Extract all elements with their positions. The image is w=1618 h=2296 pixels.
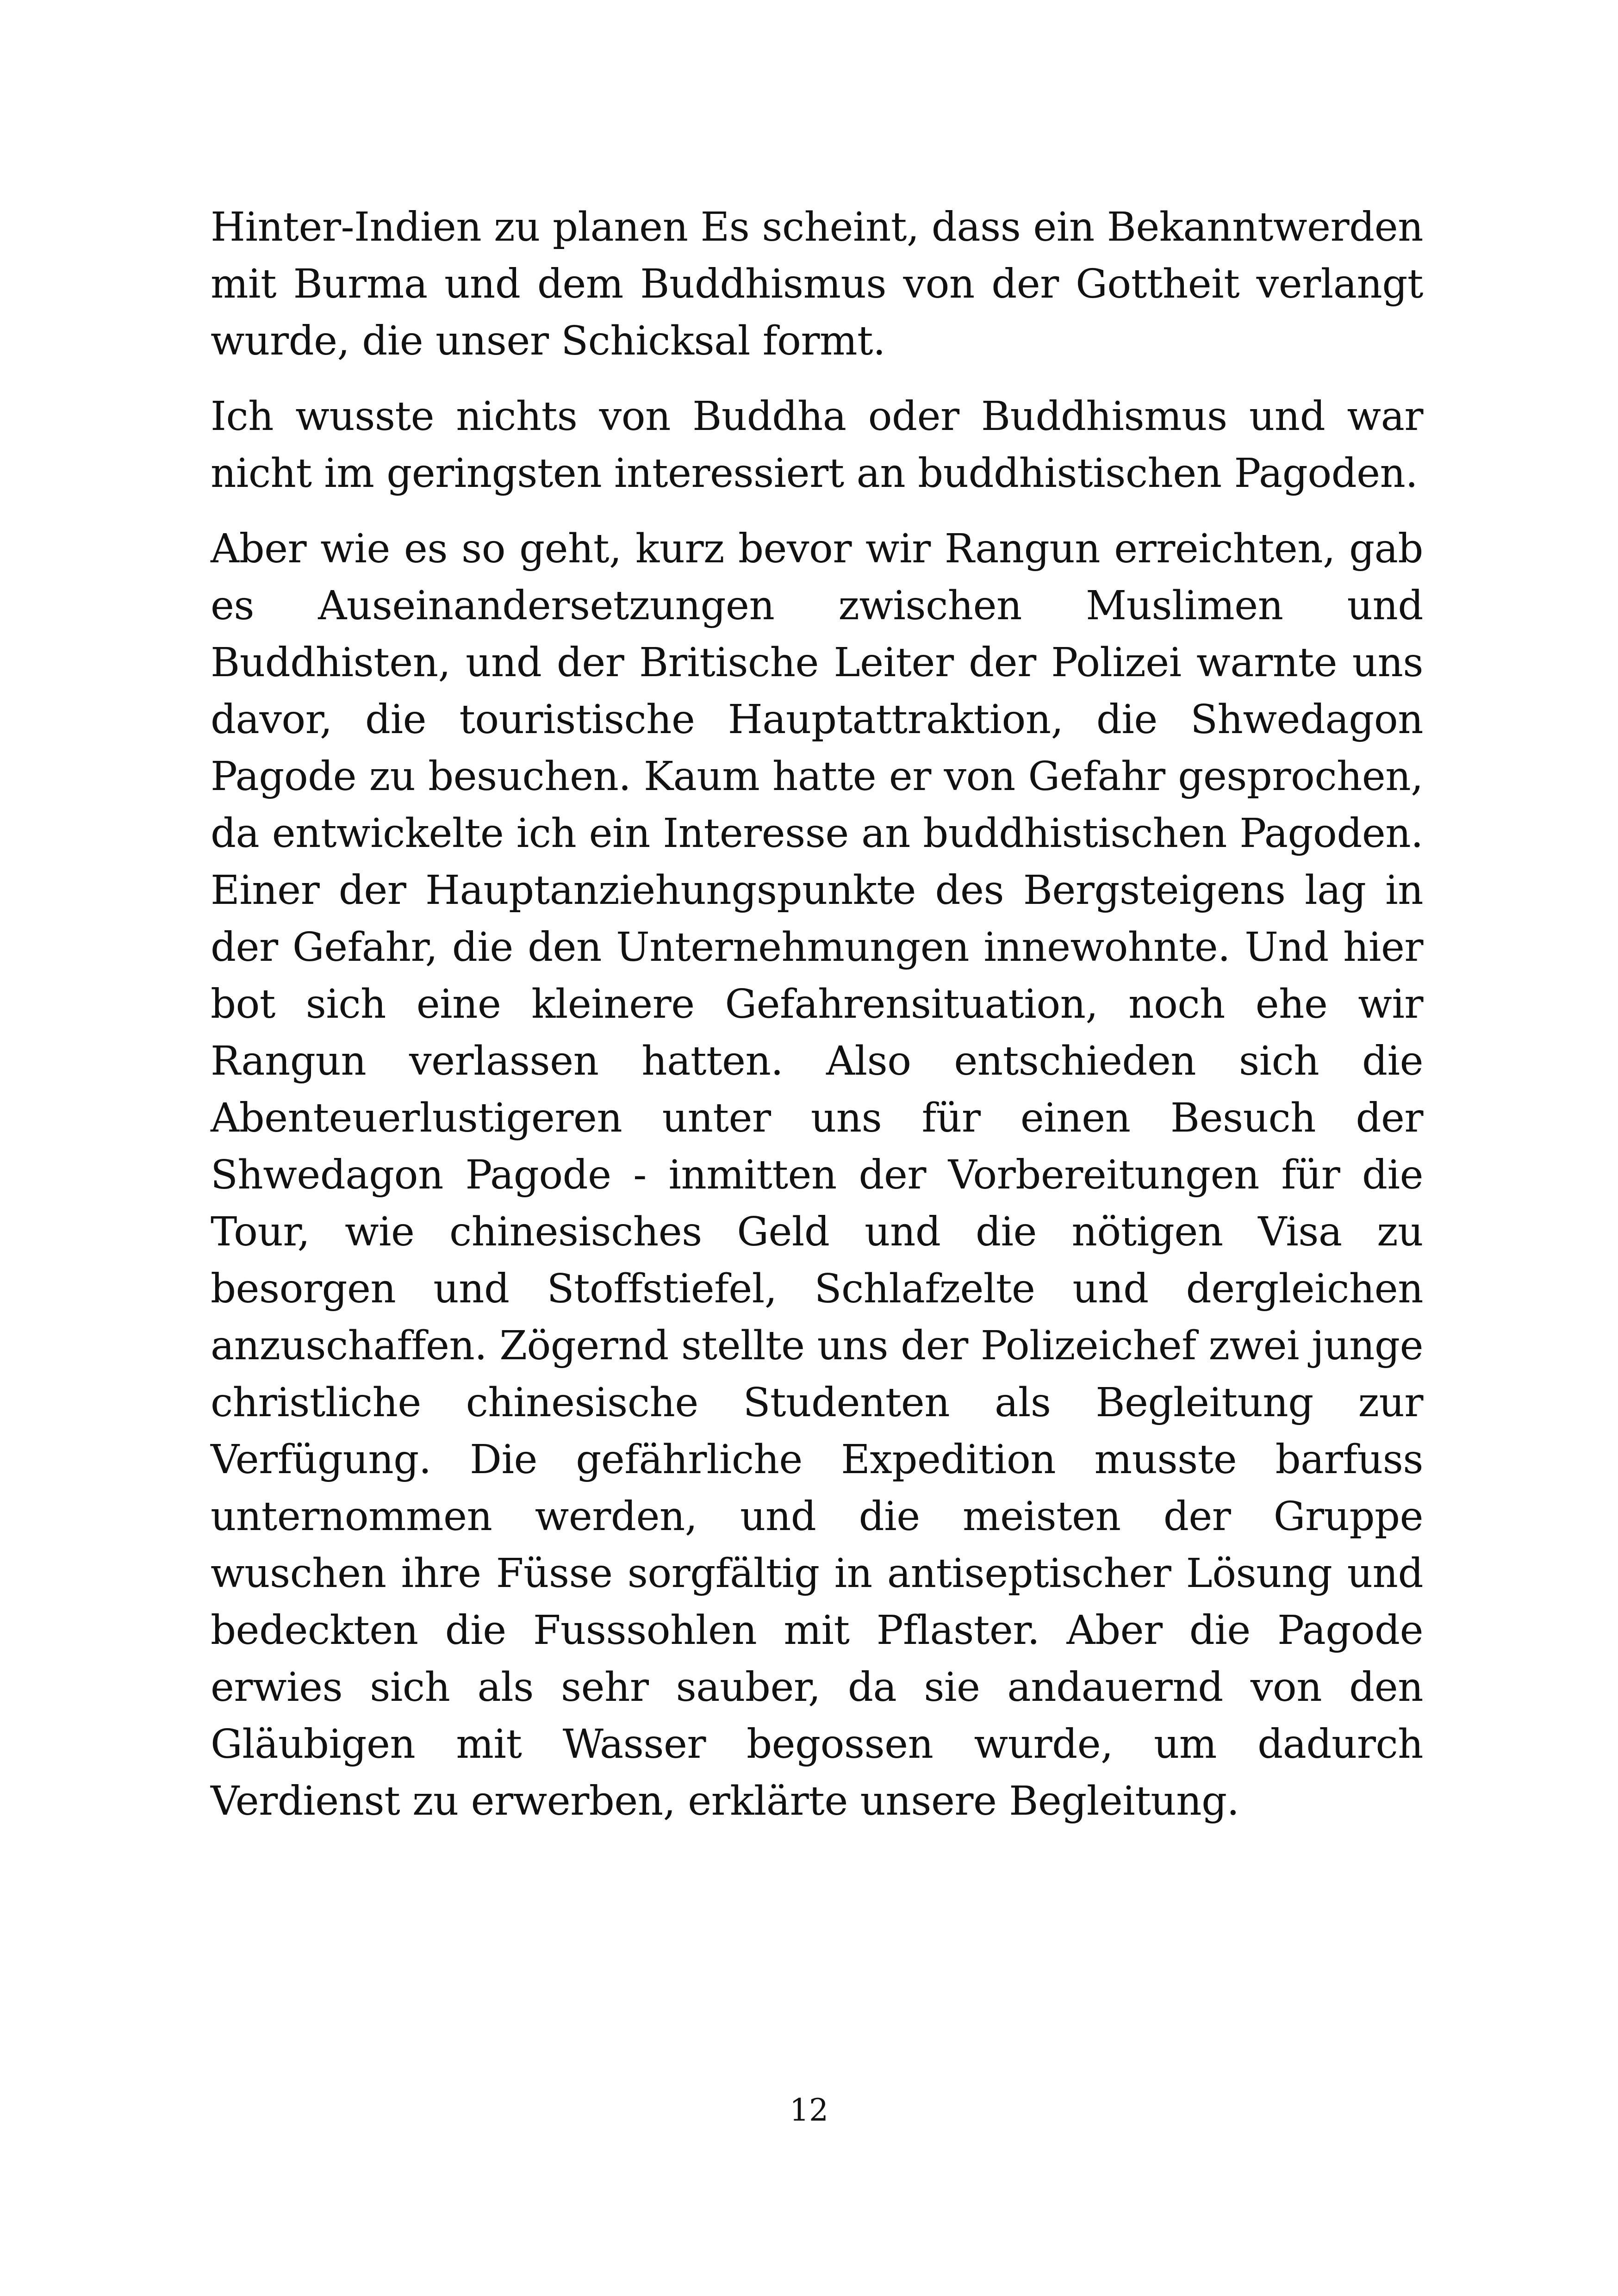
text-column: [211, 199, 1423, 1848]
paragraph-1: Hinter-Indien zu planen Es scheint, dass ein Bekanntwerden mit Burma und dem Buddhismus von der Gottheit verlangt wurde, die unser Schicksal formt.: [211, 204, 1423, 364]
paragraph-2: Ich wusste nichts von Buddha oder Buddhismus und war nicht im geringsten interessiert an buddhistischen Pagoden.: [211, 393, 1423, 497]
paragraph-3: Aber wie es so geht, kurz bevor wir Rangun erreichten, gab es Auseinandersetzungen zwischen Muslimen und Buddhisten, und der Britische Leiter der Polizei warnte uns davor, die touristische Hauptattraktion, die Shwedagon Pagode zu besuchen. Kaum hatte er von Gefahr gesprochen, da entwickelte ich ein Interesse an buddhistischen Pagoden. Einer der Hauptanziehungspunkte des Bergsteigens lag in der Gefahr, die den Unternehmungen innewohnte. Und hier bot sich eine kleinere Gefahrensituation, noch ehe wir Rangun verlassen hatten. Also entschieden sich die Abenteuerlustigeren unter uns für einen Besuch der Shwedagon Pagode - inmitten der Vorbereitungen für die Tour, wie chinesisches Geld und die nötigen Visa zu besorgen und Stoffstiefel, Schlafzelte und dergleichen anzuschaffen. Zögernd stellte uns der Polizeichef zwei junge christliche chinesische Studenten als Begleitung zur Verfügung. Die gefährliche Expedition musste barfuss unternommen werden, und die meisten der Gruppe wuschen ihre Füsse sorgfältig in antiseptischer Lösung und bedeckten die Fusssohlen mit Pflaster. Aber die Pagode erwies sich als sehr sauber, da sie andauernd von den Gläubigen mit Wasser begossen wurde, um dadurch Verdienst zu erwerben, erklärte unsere Begleitung.: [211, 526, 1423, 1824]
page-number: 12: [790, 2092, 828, 2128]
